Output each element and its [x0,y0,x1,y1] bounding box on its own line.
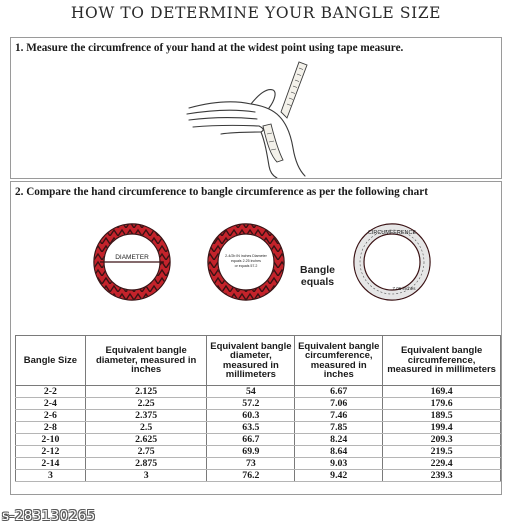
table-row [16,410,501,422]
table-cell: 2-6 [16,410,86,422]
table-cell: 76.2 [207,470,295,482]
bangle-size-table [15,335,501,482]
circumference-label: CIRCUMFERENCE [367,230,417,236]
inner-note-line-2: equals 2.25 inches [231,259,261,263]
table-row [16,398,501,410]
bangle-circumference-icon [354,224,430,300]
header-circumference-mm: Equivalent bangle circumference, measured in millimeters [383,336,501,386]
table-cell: 2-4 [16,398,86,410]
table-cell: 2-10 [16,434,86,446]
inner-note-line-1: 2-4/2b IN inches Diameter [225,254,267,258]
header-bangle-size: Bangle Size [16,336,86,386]
table-cell: 2-8 [16,422,86,434]
step-2-instruction: 2. Compare the hand circumference to bangle circumference as per the following chart [15,186,428,198]
table-cell: 179.6 [383,398,501,410]
table-row [16,446,501,458]
header-diameter-inches: Equivalent bangle diameter, measured in inches [85,336,207,386]
hand-tape-measure-illustration [181,56,351,178]
tape-measure-icon [263,62,307,162]
table-cell: 2-12 [16,446,86,458]
table-cell: 169.4 [383,386,501,398]
table-cell: 3 [16,470,86,482]
table-cell: 9.03 [295,458,383,470]
table-cell: 66.7 [207,434,295,446]
table-cell: 219.5 [383,446,501,458]
table-cell: 7.85 [295,422,383,434]
table-cell: 2-14 [16,458,86,470]
table-cell: 63.5 [207,422,295,434]
table-cell: 7.46 [295,410,383,422]
table-cell: 54 [207,386,295,398]
table-cell: 6.67 [295,386,383,398]
table-cell: 189.5 [383,410,501,422]
table-cell: 3 [85,470,207,482]
bangle-word: Bangle [300,264,336,276]
diameter-label: DIAMETER [115,254,149,261]
table-header-row [16,336,501,386]
table-cell: 2.125 [85,386,207,398]
table-cell: 2.25 [85,398,207,410]
step-1-instruction: 1. Measure the circumfrence of your hand at the widest point using tape measure. [15,42,404,54]
table-cell: 2-2 [16,386,86,398]
table-cell: 2.5 [85,422,207,434]
equals-word: equals [300,276,335,288]
table-cell: 209.3 [383,434,501,446]
bangle-diameter-icon [94,224,170,300]
table-row [16,434,501,446]
table-cell: 2.375 [85,410,207,422]
bangle-diagram [86,220,486,304]
table-cell: 7.06 [295,398,383,410]
step-1-panel [10,37,502,179]
table-row [16,458,501,470]
table-cell: 69.9 [207,446,295,458]
table-cell: 8.24 [295,434,383,446]
bangle-equals-label [300,264,335,288]
inner-note-line-3: or equals 57.2 [234,264,258,268]
table-row [16,386,501,398]
table-row [16,470,501,482]
table-cell: 2.875 [85,458,207,470]
page-title: HOW TO DETERMINE YOUR BANGLE SIZE [70,4,442,22]
table-cell: 9.42 [295,470,383,482]
table-cell: 2.75 [85,446,207,458]
table-cell: 239.3 [383,470,501,482]
table-cell: 2.625 [85,434,207,446]
table-row [16,422,501,434]
circumference-value: 7.06 inches [392,286,416,291]
table-cell: 57.2 [207,398,295,410]
bangle-size-example-icon [208,224,284,300]
table-cell: 229.4 [383,458,501,470]
table-cell: 60.3 [207,410,295,422]
table-cell: 73 [207,458,295,470]
step-2-panel [10,181,502,495]
product-id-watermark: s-283130265 [2,508,96,524]
table-cell: 199.4 [383,422,501,434]
header-diameter-mm: Equivalent bangle diameter, measured in millimeters [207,336,295,386]
table-cell: 8.64 [295,446,383,458]
header-circumference-inches: Equivalent bangle circumference, measured in inches [295,336,383,386]
